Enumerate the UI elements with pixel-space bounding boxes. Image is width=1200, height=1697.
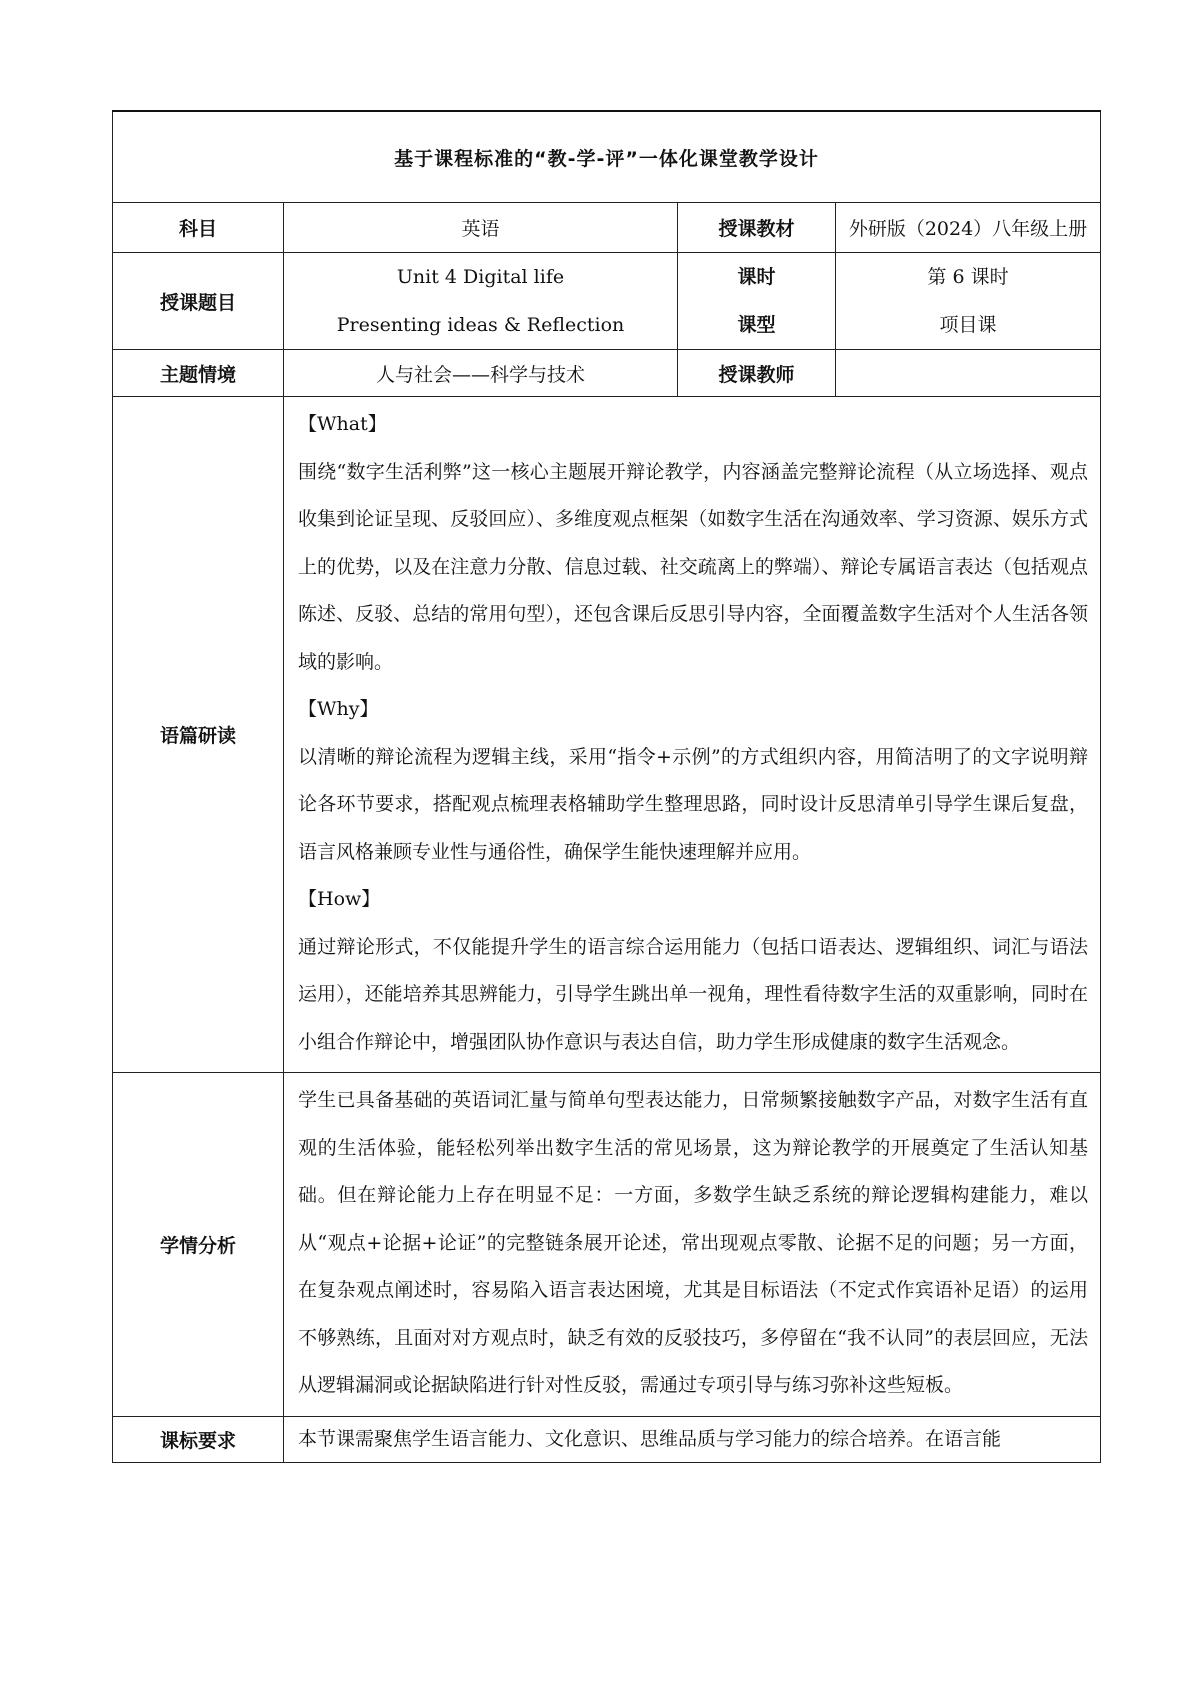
topic-value [284,253,678,350]
teacher-value [836,350,1101,397]
period-type-values [836,253,1101,350]
type-label: 课型 [737,314,776,336]
subject-label: 科目 [113,203,284,253]
topic-label: 授课题目 [113,253,284,350]
why-paragraph: 以清晰的辩论流程为逻辑主线，采用“指令+示例”的方式组织内容，用简洁明了的文字说明辩论各环节要求，搭配观点梳理表格辅助学生整理思路，同时设计反思清单引导学生课后复盘，语言风格兼顾专业性与通俗性，确保学生能快速理解并应用。 [298,745,1088,863]
lesson-plan-table [112,110,1101,1463]
lesson-plan-page [112,110,1100,1463]
curriculum-row [113,1416,1101,1462]
how-paragraph: 通过辩论形式，不仅能提升学生的语言综合运用能力（包括口语表达、逻辑组织、词汇与语法运用），还能培养其思辨能力，引导学生跳出单一视角，理性看待数字生活的双重影响，同时在小组合作辩论中，增强团队协作意识与表达自信，助力学生形成健康的数字生活观念。 [298,935,1088,1053]
topic-line-2: Presenting ideas & Reflection [336,314,625,336]
theme-row [113,350,1101,397]
student-analysis-label: 学情分析 [113,1073,284,1417]
student-analysis-row [113,1073,1101,1417]
document-title: 基于课程标准的“教-学-评”一体化课堂教学设计 [113,111,1101,203]
student-analysis-content [284,1073,1101,1417]
curriculum-content [284,1416,1101,1462]
curriculum-label: 课标要求 [113,1416,284,1462]
period-value: 第 6 课时 [927,266,1009,288]
what-heading: 【What】 [298,413,387,435]
topic-row [113,253,1101,350]
textbook-label: 授课教材 [678,203,836,253]
subject-value: 英语 [284,203,678,253]
type-value: 项目课 [939,314,997,336]
teacher-label: 授课教师 [678,350,836,397]
curriculum-paragraph: 本节课需聚焦学生语言能力、文化意识、思维品质与学习能力的综合培养。在语言能 [298,1428,1002,1450]
student-analysis-paragraph: 学生已具备基础的英语词汇量与简单句型表达能力，日常频繁接触数字产品，对数字生活有直观的生活体验，能轻松列举出数字生活的常见场景，这为辩论教学的开展奠定了生活认知基础。但在辩论能力上存在明显不足：一方面，多数学生缺乏系统的辩论逻辑构建能力，难以从“观点+论据+论证”的完整链条展开论述，常出现观点零散、论据不足的问题；另一方面，在复杂观点阐述时，容易陷入语言表达困境，尤其是目标语法（不定式作宾语补足语）的运用不够熟练，且面对对方观点时，缺乏有效的反驳技巧，多停留在“我不认同”的表层回应，无法从逻辑漏洞或论据缺陷进行针对性反驳，需通过专项引导与练习弥补这些短板。 [298,1089,1088,1396]
period-type-labels [678,253,836,350]
text-study-row [113,397,1101,1073]
text-study-label: 语篇研读 [113,397,284,1073]
text-study-content [284,397,1101,1073]
subject-row [113,203,1101,253]
topic-line-1: Unit 4 Digital life [396,266,565,288]
theme-value: 人与社会——科学与技术 [284,350,678,397]
period-label: 课时 [737,266,776,288]
textbook-value: 外研版（2024）八年级上册 [836,203,1101,253]
title-row [113,111,1101,203]
what-paragraph: 围绕“数字生活利弊”这一核心主题展开辩论教学，内容涵盖完整辩论流程（从立场选择、观点收集到论证呈现、反驳回应）、多维度观点框架（如数字生活在沟通效率、学习资源、娱乐方式上的优势，以及在注意力分散、信息过载、社交疏离上的弊端）、辩论专属语言表达（包括观点陈述、反驳、总结的常用句型），还包含课后反思引导内容，全面覆盖数字生活对个人生活各领域的影响。 [298,460,1088,673]
why-heading: 【Why】 [298,698,379,720]
how-heading: 【How】 [298,888,381,910]
theme-label: 主题情境 [113,350,284,397]
